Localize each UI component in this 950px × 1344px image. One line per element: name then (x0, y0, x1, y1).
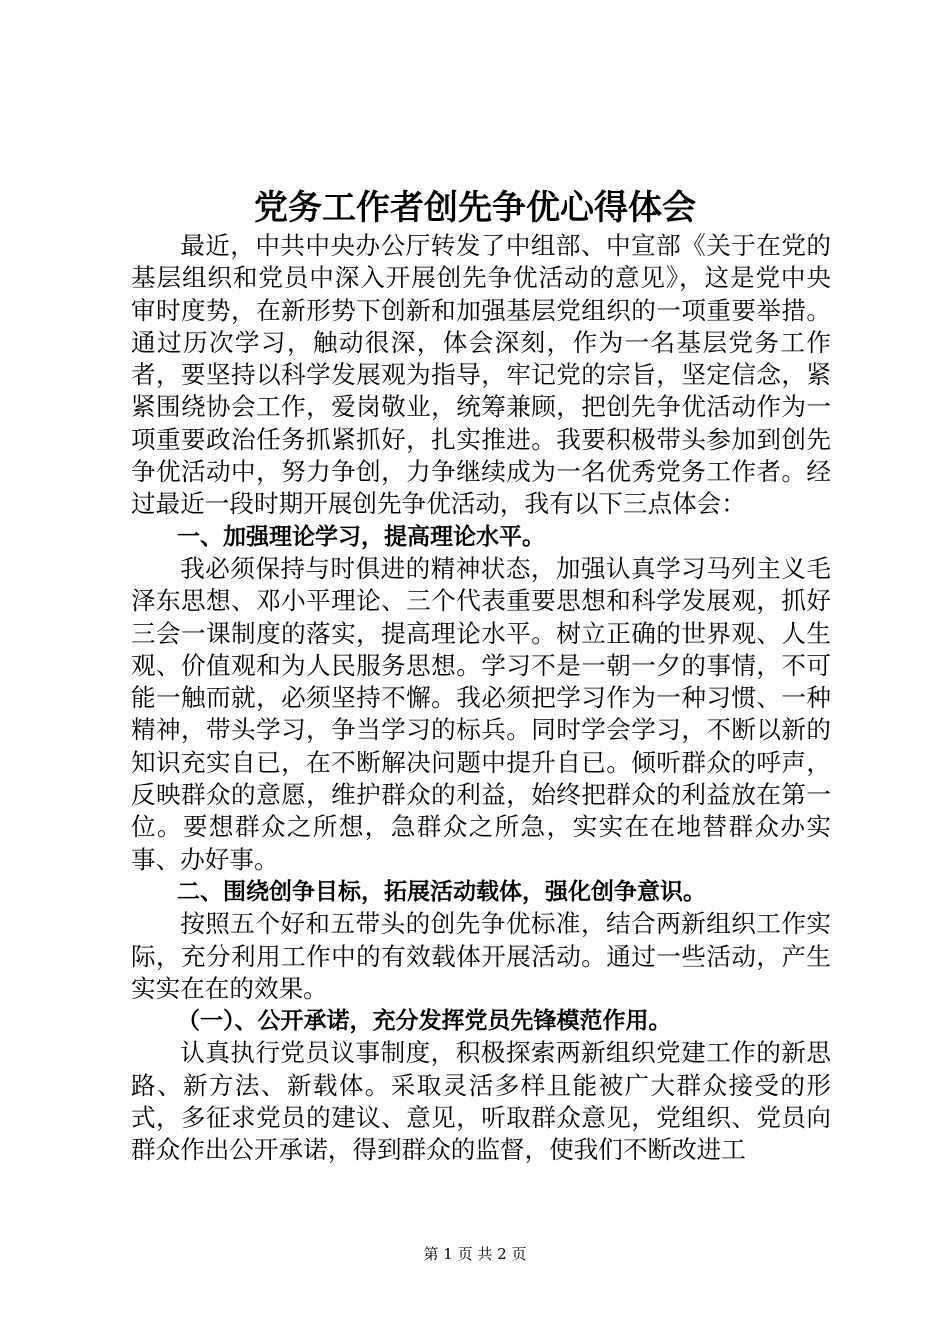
document-body (131, 230, 831, 1167)
subsection-heading-1: （一）、公开承诺，充分发挥党员先锋模范作用。 (177, 1008, 672, 1035)
paragraph-intro: 最近，中共中央办公厅转发了中组部、中宣部《关于在党的基层组织和党员中深入开展创先争优活动的意见》，这是党中央审时度势，在新形势下创新和加强基层党组织的一项重要举措。通过历次学习，触动很深，体会深刻，作为一名基层党务工作者，要坚持以科学发展观为指导，牢记党的宗旨，坚定信念，紧紧围绕协会工作，爱岗敬业，统筹兼顾，把创先争优活动作为一项重要政治任务抓紧抓好，扎实推进。我要积极带头参加到创先争优活动中，努力争创，力争继续成为一名优秀党务工作者。经过最近一段时期开展创先争优活动，我有以下三点体会： (131, 231, 831, 519)
paragraph-activity-carrier: 按照五个好和五带头的创先争优标准，结合两新组织工作实际，充分利用工作中的有效载体开展活动。通过一些活动，产生实实在在的效果。 (131, 909, 831, 1003)
section-heading-2: 二、围绕创争目标，拓展活动载体，强化创争意识。 (177, 878, 706, 905)
page-footer: 第 1 页 共 2 页 (423, 1245, 527, 1263)
paragraph-theory-study: 我必须保持与时俱进的精神状态，加强认真学习马列主义毛泽东思想、邓小平理论、三个代表重要思想和科学发展观，抓好三会一课制度的落实，提高理论水平。树立正确的世界观、人生观、价值观和为人民服务思想。学习不是一朝一夕的事情，不可能一触而就，必须坚持不懈。我必须把学习作为一种习惯、一种精神，带头学习，争当学习的标兵。同时学会学习，不断以新的知识充实自已，在不断解决问题中提升自已。倾听群众的呼声，反映群众的意愿，维护群众的利益，始终把群众的利益放在第一位。要想群众之所想，急群众之所急，实实在在地替群众办实事、办好事。 (131, 553, 831, 874)
paragraph-public-commitment: 认真执行党员议事制度，积极探索两新组织党建工作的新思路、新方法、新载体。采取灵活多样且能被广大群众接受的形式，多征求党员的建议、意见，听取群众意见，党组织、党员向群众作出公开承诺，得到群众的监督，使我们不断改进工 (131, 1038, 831, 1165)
document-title: 党务工作者创先争优心得体会 (254, 188, 696, 228)
section-heading-1: 一、加强理论学习，提高理论水平。 (177, 523, 545, 550)
